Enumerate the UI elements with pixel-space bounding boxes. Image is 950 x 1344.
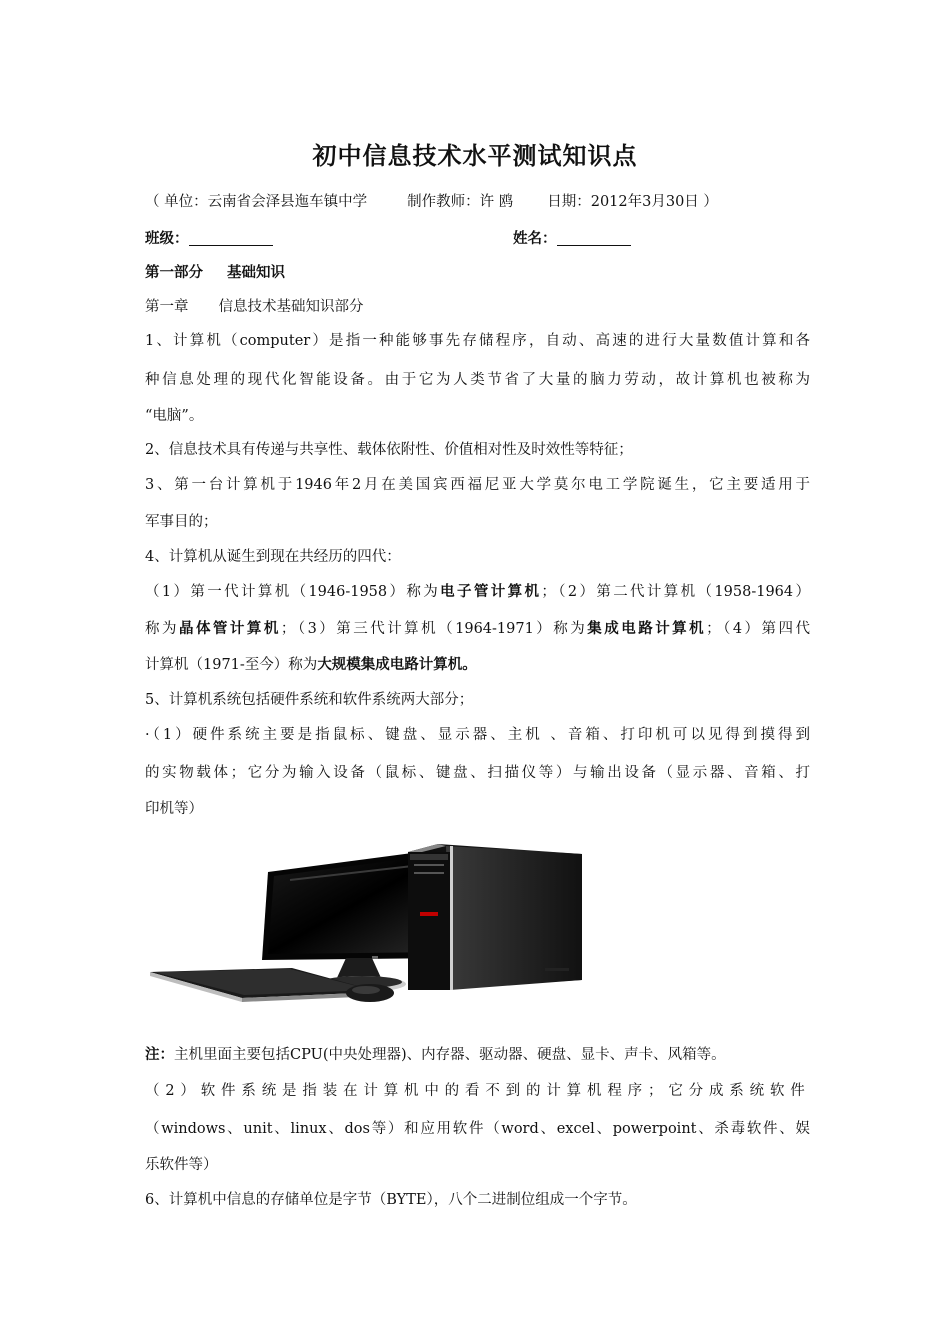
note-label: 注： (145, 1046, 174, 1063)
gen4-name: 大规模集成电路计算机。 (317, 656, 477, 673)
paragraph-1-line-2: 种信息处理的现代化智能设备。由于它为人类节省了大量的脑力劳动，故计算机也被称为 (145, 372, 810, 388)
teacher-text: 制作教师：许 鸥 (407, 194, 514, 210)
hardware-line-2: 的实物载体；它分为输入设备（鼠标、键盘、扫描仪等）与输出设备（显示器、音箱、打 (145, 765, 810, 781)
chapter-name: 信息技术基础知识部分 (218, 299, 364, 315)
name-label: 姓名： (513, 230, 557, 247)
generations-line-3 (145, 655, 810, 675)
paragraph-3-line-1: 3、第一台计算机于1946年2月在美国宾西福尼亚大学莫尔电工学院诞生，它主要适用于 (145, 477, 810, 493)
note-text: 主机里面主要包括CPU(中央处理器)、内存器、驱动器、硬盘、显卡、声卡、风箱等。 (174, 1047, 726, 1063)
gen-text: ；（2）第二代计算机（1958-1964） (541, 584, 810, 600)
name-blank[interactable] (557, 229, 631, 246)
gen-text: 称为 (145, 621, 179, 637)
hardware-line-1: ·（1）硬件系统主要是指鼠标、键盘、显示器、主机 、音箱、打印机可以见得到摸得到 (145, 727, 810, 743)
gen-text: 计算机（1971-至今）称为 (145, 657, 318, 673)
chapter-heading (145, 297, 810, 317)
generations-line-2 (145, 619, 810, 639)
gen-text: ；（4）第四代 (706, 621, 811, 637)
paragraph-1-line-3: “电脑”。 (145, 408, 204, 424)
paragraph-5: 5、计算机系统包括硬件系统和软件系统两大部分； (145, 692, 474, 708)
date-text: 日期：2012年3月30日 ） (547, 194, 718, 210)
gen1-name: 电子管计算机 (440, 583, 542, 600)
header-info (145, 192, 810, 212)
paragraph-1-line-1: 1、计算机（computer）是指一种能够事先存储程序，自动、高速的进行大量数值计算和各 (145, 333, 810, 349)
part-name: 基础知识 (227, 264, 285, 281)
gen2-name: 晶体管计算机 (178, 620, 281, 637)
chapter-number: 第一章 (145, 299, 189, 315)
hardware-line-3: 印机等） (145, 801, 203, 817)
desktop-computer-icon (150, 840, 590, 1010)
page-title: 初中信息技术水平测试知识点 (312, 141, 638, 170)
class-blank[interactable] (189, 229, 273, 246)
paragraph-6: 6、计算机中信息的存储单位是字节（BYTE），八个二进制位组成一个字节。 (145, 1192, 637, 1208)
note-line (145, 1045, 810, 1065)
generations-line-1 (145, 582, 810, 602)
software-line-1: （2）软件系统是指装在计算机中的看不到的计算机程序；它分成系统软件 (145, 1083, 810, 1099)
gen3-name: 集成电路计算机 (587, 620, 707, 637)
gen-text: （1）第一代计算机（1946-1958）称为 (145, 584, 441, 600)
part-number: 第一部分 (145, 264, 203, 281)
software-line-3: 乐软件等） (145, 1157, 218, 1173)
class-label: 班级： (145, 230, 189, 247)
software-line-2: （windows、unit、linux、dos等）和应用软件（word、excel、powerpoint、杀毒软件、娱 (145, 1121, 810, 1137)
part-heading (145, 263, 810, 283)
paragraph-2: 2、信息技术具有传递与共享性、载体依附性、价值相对性及时效性等特征； (145, 442, 633, 458)
fill-in-row (145, 229, 810, 249)
paragraph-3-line-2: 军事目的； (145, 514, 218, 530)
paragraph-4: 4、计算机从诞生到现在共经历的四代： (145, 549, 401, 565)
unit-text: （ 单位：云南省会泽县迤车镇中学 (145, 194, 368, 210)
gen-text: ；（3）第三代计算机（1964-1971）称为 (280, 621, 588, 637)
